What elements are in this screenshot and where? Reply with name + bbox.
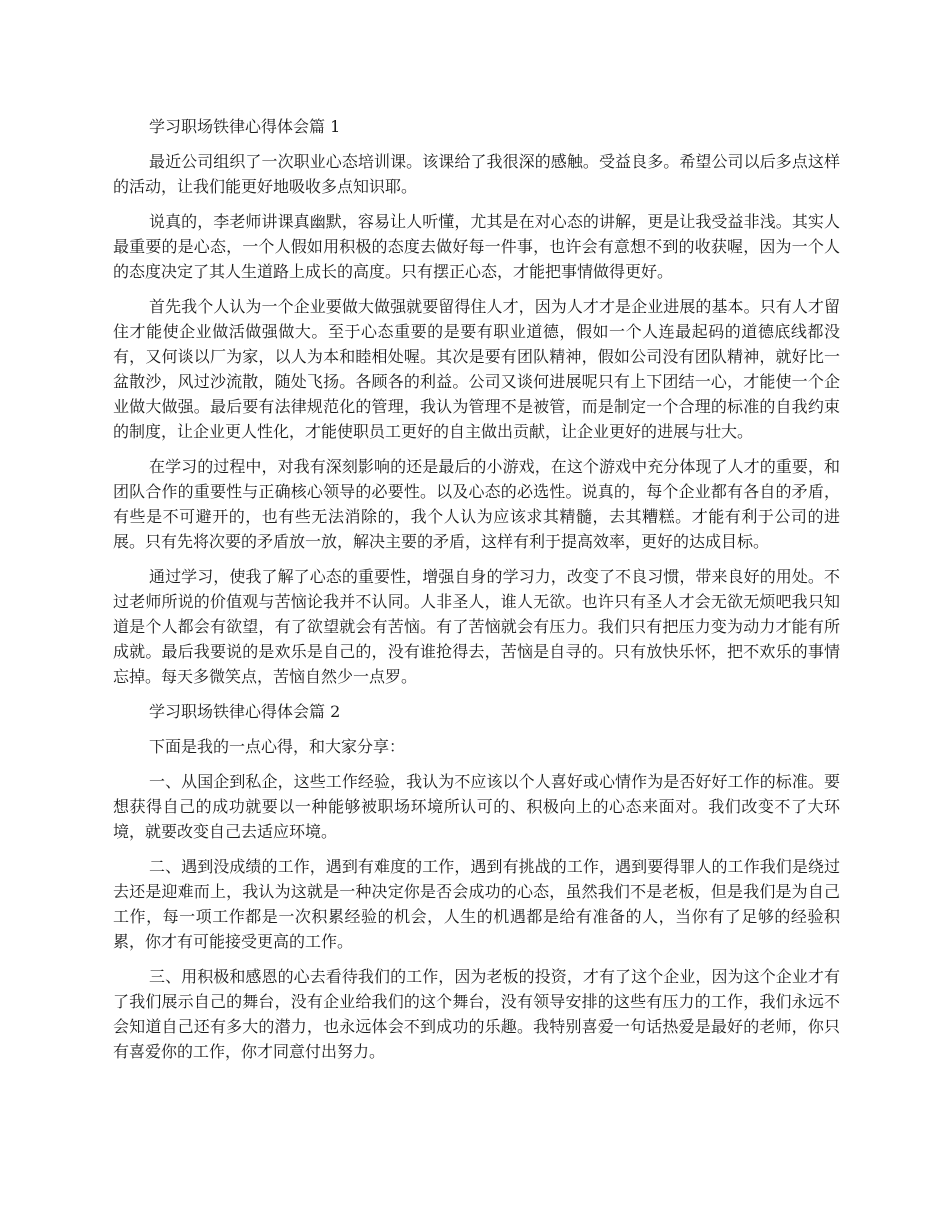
section-2-paragraph: 二、遇到没成绩的工作，遇到有难度的工作，遇到有挑战的工作，遇到要得罪人的工作我们是绕过去还是迎难而上，我认为这就是一种决定你是否会成功的心态，虽然我们不是老板，但是我们是为自己工作，每一项工作都是一次积累经验的机会，人生的机遇都是给有准备的人，当你有了足够的经验积累，你才有可能接受更高的工作。 — [113, 857, 840, 951]
document-body — [113, 114, 840, 1074]
section-1-paragraph: 最近公司组织了一次职业心态培训课。该课给了我很深的感触。受益良多。希望公司以后多点这样的活动，让我们能更好地吸收多点知识耶。 — [113, 152, 840, 196]
section-2-paragraph: 三、用积极和感恩的心去看待我们的工作，因为老板的投资，才有了这个企业，因为这个企业才有了我们展示自己的舞台，没有企业给我们的这个舞台，没有领导安排的这些有压力的工作，我们永远不会知道自己还有多大的潜力，也永远体会不到成功的乐趣。我特别喜爱一句话热爱是最好的老师，你只有喜爱你的工作，你才同意付出努力。 — [113, 967, 840, 1061]
section-2-paragraph: 下面是我的一点心得，和大家分享： — [149, 737, 406, 756]
section-2-paragraph: 一、从国企到私企，这些工作经验，我认为不应该以个人喜好或心情作为是否好好工作的标准。要想获得自己的成功就要以一种能够被职场环境所认可的、积极向上的心态来面对。我们改变不了大环境，就要改变自己去适应环境。 — [113, 772, 840, 841]
section-1-paragraph: 在学习的过程中，对我有深刻影响的还是最后的小游戏，在这个游戏中充分体现了人才的重要，和团队合作的重要性与正确核心领导的必要性。以及心态的必选性。说真的，每个企业都有各自的矛盾，有些是不可避开的，也有些无法消除的，我个人认为应该求其精髓，去其糟糕。才能有利于公司的进展。只有先将次要的矛盾放一放，解决主要的矛盾，这样有利于提高效率，更好的达成目标。 — [113, 457, 840, 551]
section-1-heading: 学习职场铁律心得体会篇 1 — [149, 117, 341, 136]
section-1-paragraph: 通过学习，使我了解了心态的重要性，增强自身的学习力，改变了不良习惯，带来良好的用处。不过老师所说的价值观与苦恼论我并不认同。人非圣人，谁人无欲。也许只有圣人才会无欲无烦吧我只知道是个人都会有欲望，有了欲望就会有苦恼。有了苦恼就会有压力。我们只有把压力变为动力才能有所成就。最后我要说的是欢乐是自己的，没有谁抢得去，苦恼是自寻的。只有放快乐怀，把不欢乐的事情忘掉。每天多微笑点，苦恼自然少一点罗。 — [113, 567, 840, 686]
section-2-heading: 学习职场铁律心得体会篇 2 — [149, 702, 341, 721]
section-1-paragraph: 首先我个人认为一个企业要做大做强就要留得住人才，因为人才才是企业进展的基本。只有人才留住才能使企业做活做强做大。至于心态重要的是要有职业道德，假如一个人连最起码的道德底线都没有，又何谈以厂为家，以人为本和睦相处喔。其次是要有团队精神，假如公司没有团队精神，就好比一盆散沙，风过沙流散，随处飞扬。各顾各的利益。公司又谈何进展呢只有上下团结一心，才能使一个企业做大做强。最后要有法律规范化的管理，我认为管理不是被管，而是制定一个合理的标准的自我约束的制度，让企业更人性化，才能使职员工更好的自主做出贡献，让企业更好的进展与壮大。 — [113, 297, 840, 441]
section-1-paragraph: 说真的，李老师讲课真幽默，容易让人听懂，尤其是在对心态的讲解，更是让我受益非浅。其实人最重要的是心态，一个人假如用积极的态度去做好每一件事，也许会有意想不到的收获喔，因为一个人的态度决定了其人生道路上成长的高度。只有摆正心态，才能把事情做得更好。 — [113, 212, 840, 281]
